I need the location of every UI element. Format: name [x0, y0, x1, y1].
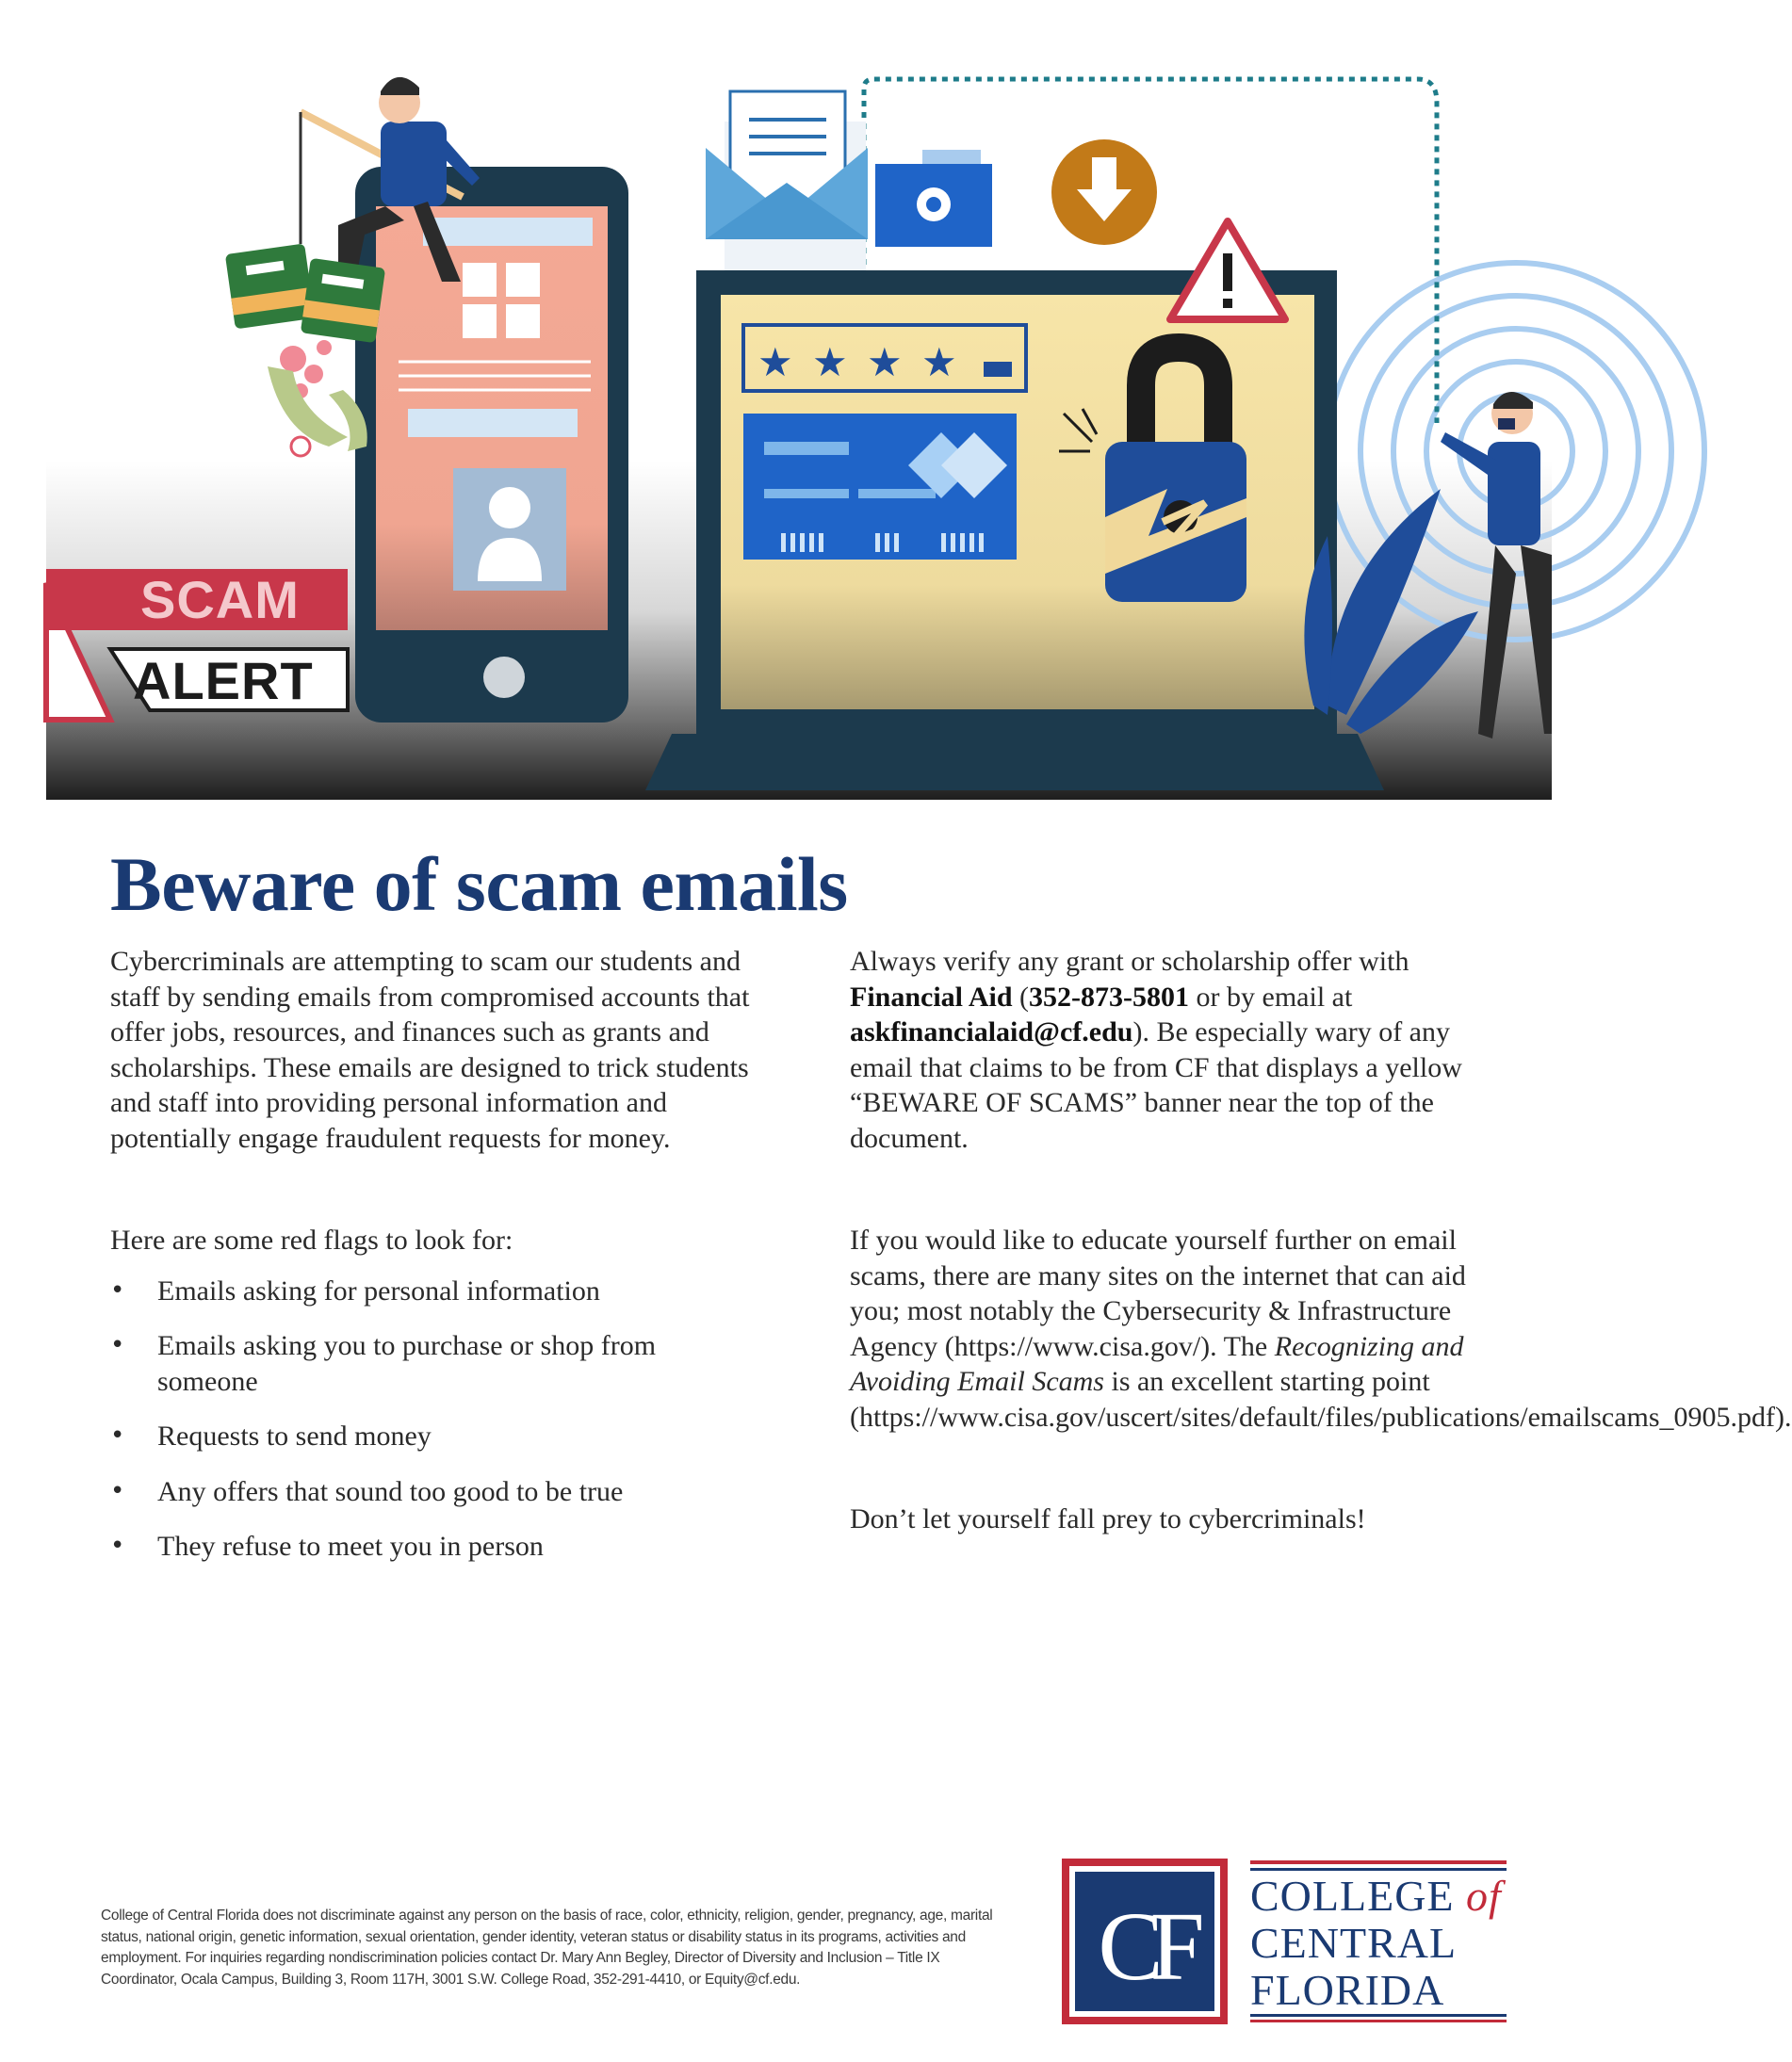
verify-paragraph	[850, 944, 1509, 1156]
left-column	[110, 944, 760, 1584]
financial-aid-label: Financial Aid	[850, 981, 1013, 1013]
laptop-illustration	[645, 270, 1384, 790]
envelope-icon	[706, 91, 868, 272]
verify-text: or by email at	[1189, 981, 1353, 1013]
red-flags-intro: Here are some red flags to look for:	[110, 1225, 513, 1256]
verify-text: Always verify any grant or scholarship offer with	[850, 946, 1409, 977]
educate-paragraph	[850, 1223, 1792, 1435]
alert-label: ALERT	[133, 651, 314, 710]
list-item: • They refuse to meet you in person	[110, 1529, 760, 1565]
list-item: • Emails asking you to purchase or shop from someone	[110, 1328, 760, 1399]
phone-illustration	[355, 167, 628, 723]
svg-text:★: ★	[921, 339, 957, 385]
logo-line-florida: FLORIDA	[1250, 1966, 1445, 2014]
verify-text: (	[1012, 981, 1030, 1013]
educate-text: is an excellent starting point (https://www.cisa.gov/uscert/sites/default/files/publications/emailscams_0905.pdf).	[850, 1366, 1792, 1433]
cf-logo-wordmark	[1250, 1860, 1507, 2022]
closing-line: Don’t let yourself fall prey to cybercriminals!	[850, 1503, 1366, 1534]
guide-title: Recognizing and Avoiding Email Scams	[850, 1330, 1464, 1397]
list-item: • Emails asking for personal information	[110, 1274, 760, 1309]
list-item: • Any offers that sound too good to be true	[110, 1474, 760, 1510]
svg-text:★: ★	[867, 339, 903, 385]
list-item: • Requests to send money	[110, 1419, 760, 1454]
hero-illustration	[46, 46, 1552, 800]
intro-paragraph: Cybercriminals are attempting to scam our students and staff by sending emails from compromised accounts that offer jobs, resources, and finances such as grants and scholarships. These emails are designed to trick students and staff into providing personal information and potentially engage fraudulent requests for money.	[110, 946, 750, 1154]
folder-gear-icon	[875, 150, 992, 247]
logo-line-college: COLLEGE of	[1250, 1872, 1502, 1920]
right-column	[850, 944, 1792, 1537]
scam-label: SCAM	[140, 570, 300, 629]
svg-text:★: ★	[758, 339, 793, 385]
financial-aid-phone[interactable]: 352-873-5801	[1029, 981, 1190, 1013]
red-flags-list	[110, 1274, 760, 1565]
cf-monogram: CF	[1098, 1892, 1192, 2001]
page-title: Beware of scam emails	[110, 841, 848, 927]
verify-text: ). Be especially wary of any email that claims to be from CF that displays a yellow “BEWARE OF SCAMS” banner near the top of the document.	[850, 1016, 1462, 1154]
download-icon	[1051, 139, 1157, 245]
nondiscrimination-disclaimer: College of Central Florida does not discriminate against any person on the basis of race, color, ethnicity, religion, gender, pregnancy, age, marital status, national origin, genetic information, sexual orientation, gender identity, veteran status or disability status in its programs, activities and employment. For inquiries regarding nondiscrimination policies contact Dr. Mary Ann Begley, Director of Diversity and Inclusion – Title IX Coordinator, Ocala Campus, Building 3, Room 117H, 3001 S.W. College Road, 352-291-4410, or Equity@cf.edu.	[101, 1908, 993, 1988]
logo-line-central: CENTRAL	[1250, 1919, 1458, 1967]
educate-text: If you would like to educate yourself further on email scams, there are many sites on the internet that can aid you; most notably the Cybersecurity & Infrastructure Agency (https://www.cisa.gov/). The	[850, 1225, 1466, 1362]
svg-text:★: ★	[812, 339, 848, 385]
cf-logo-mark	[1062, 1859, 1228, 2024]
financial-aid-email[interactable]: askfinancialaid@cf.edu	[850, 1016, 1133, 1047]
